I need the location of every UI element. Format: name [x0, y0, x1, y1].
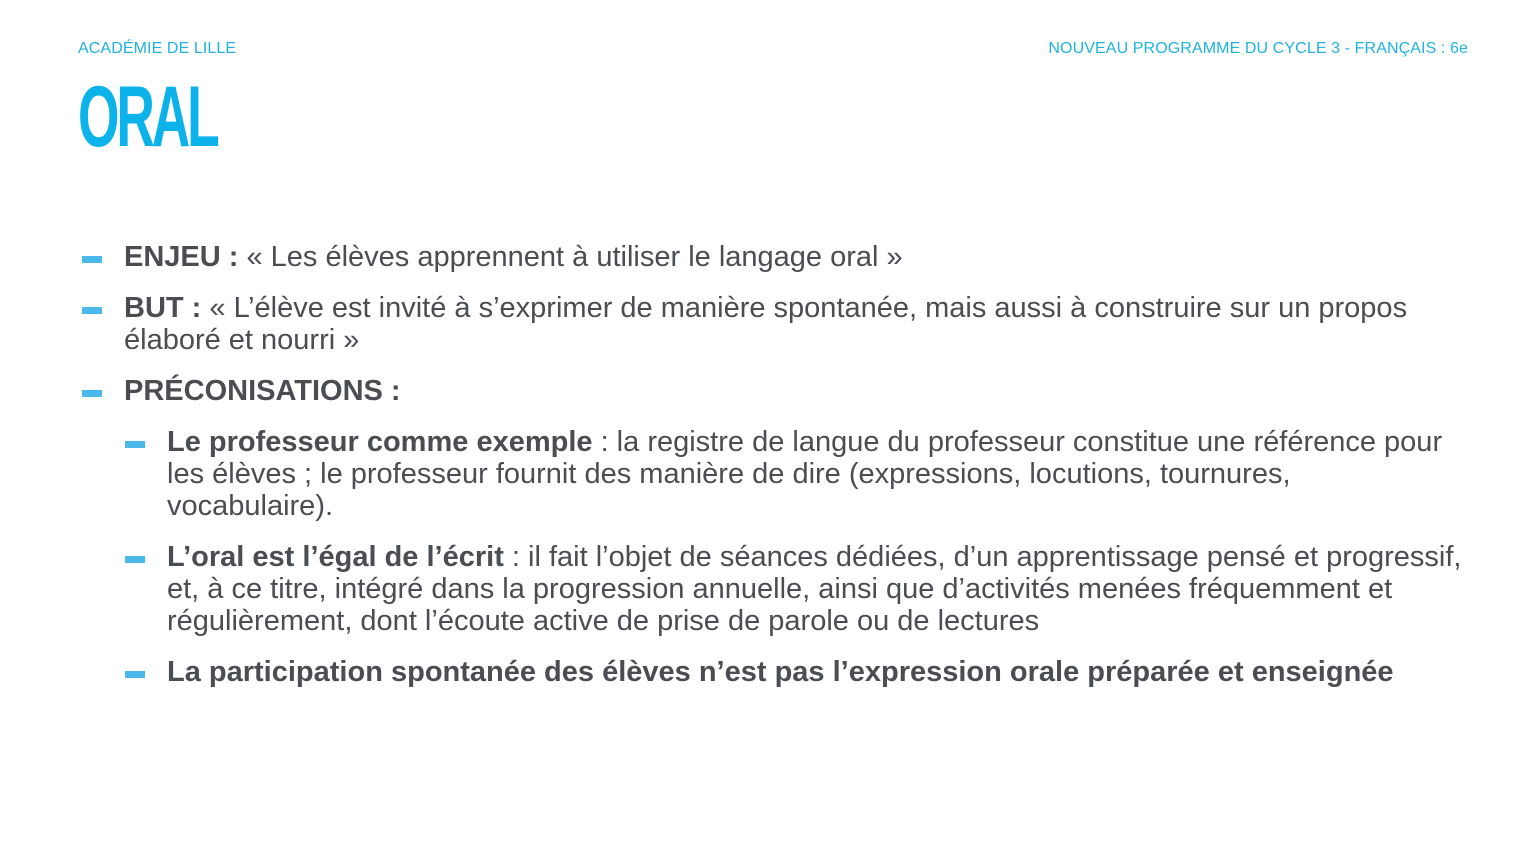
subbullet-item-professeur — [82, 426, 1462, 522]
slide-title: ORAL — [78, 69, 217, 165]
bullet-item-preconisations — [82, 375, 1462, 407]
bullet-list — [82, 241, 1462, 707]
bullet-item-but — [82, 292, 1462, 356]
dash-bullet-icon — [82, 307, 102, 314]
dash-bullet-icon — [125, 441, 145, 448]
subbullet-label: La participation spontanée des élèves n’est pas l’expression orale préparée et enseignée — [167, 656, 1394, 688]
header-program: NOUVEAU PROGRAMME DU CYCLE 3 - FRANÇAIS : 6e — [1048, 40, 1468, 57]
bullet-text: « L’élève est invité à s’exprimer de manière spontanée, mais aussi à construire sur un propos élaboré et nourri » — [124, 292, 1408, 356]
bullet-label: BUT : — [124, 292, 202, 324]
dash-bullet-icon — [82, 256, 102, 263]
dash-bullet-icon — [125, 556, 145, 563]
bullet-text: « Les élèves apprennent à utiliser le langage oral » — [238, 241, 903, 273]
subbullet-text: : il fait l’objet de séances dédiées, d’un apprentissage pensé et progressif, et, à ce titre, intégré dans la progression annuelle, ainsi que d’activités menées fréquemment et régulièrement, dont l’écoute active de prise de parole ou de lectures — [167, 541, 1462, 637]
subbullet-text: : la registre de langue du professeur constitue une référence pour les élèves ; le professeur fournit des manière de dire (expressions, locutions, tournures, vocabulaire). — [167, 426, 1443, 522]
subbullet-item-participation — [82, 656, 1462, 688]
subbullet-label: Le professeur comme exemple — [167, 426, 593, 458]
bullet-label: ENJEU : — [124, 241, 239, 273]
dash-bullet-icon — [82, 390, 102, 397]
header-academy: ACADÉMIE DE LILLE — [78, 40, 237, 57]
bullet-label: PRÉCONISATIONS : — [124, 375, 401, 407]
dash-bullet-icon — [125, 671, 145, 678]
bullet-item-enjeu — [82, 241, 1462, 273]
subbullet-label: L’oral est l’égal de l’écrit — [167, 541, 504, 573]
subbullet-item-oral-ecrit — [82, 541, 1462, 637]
